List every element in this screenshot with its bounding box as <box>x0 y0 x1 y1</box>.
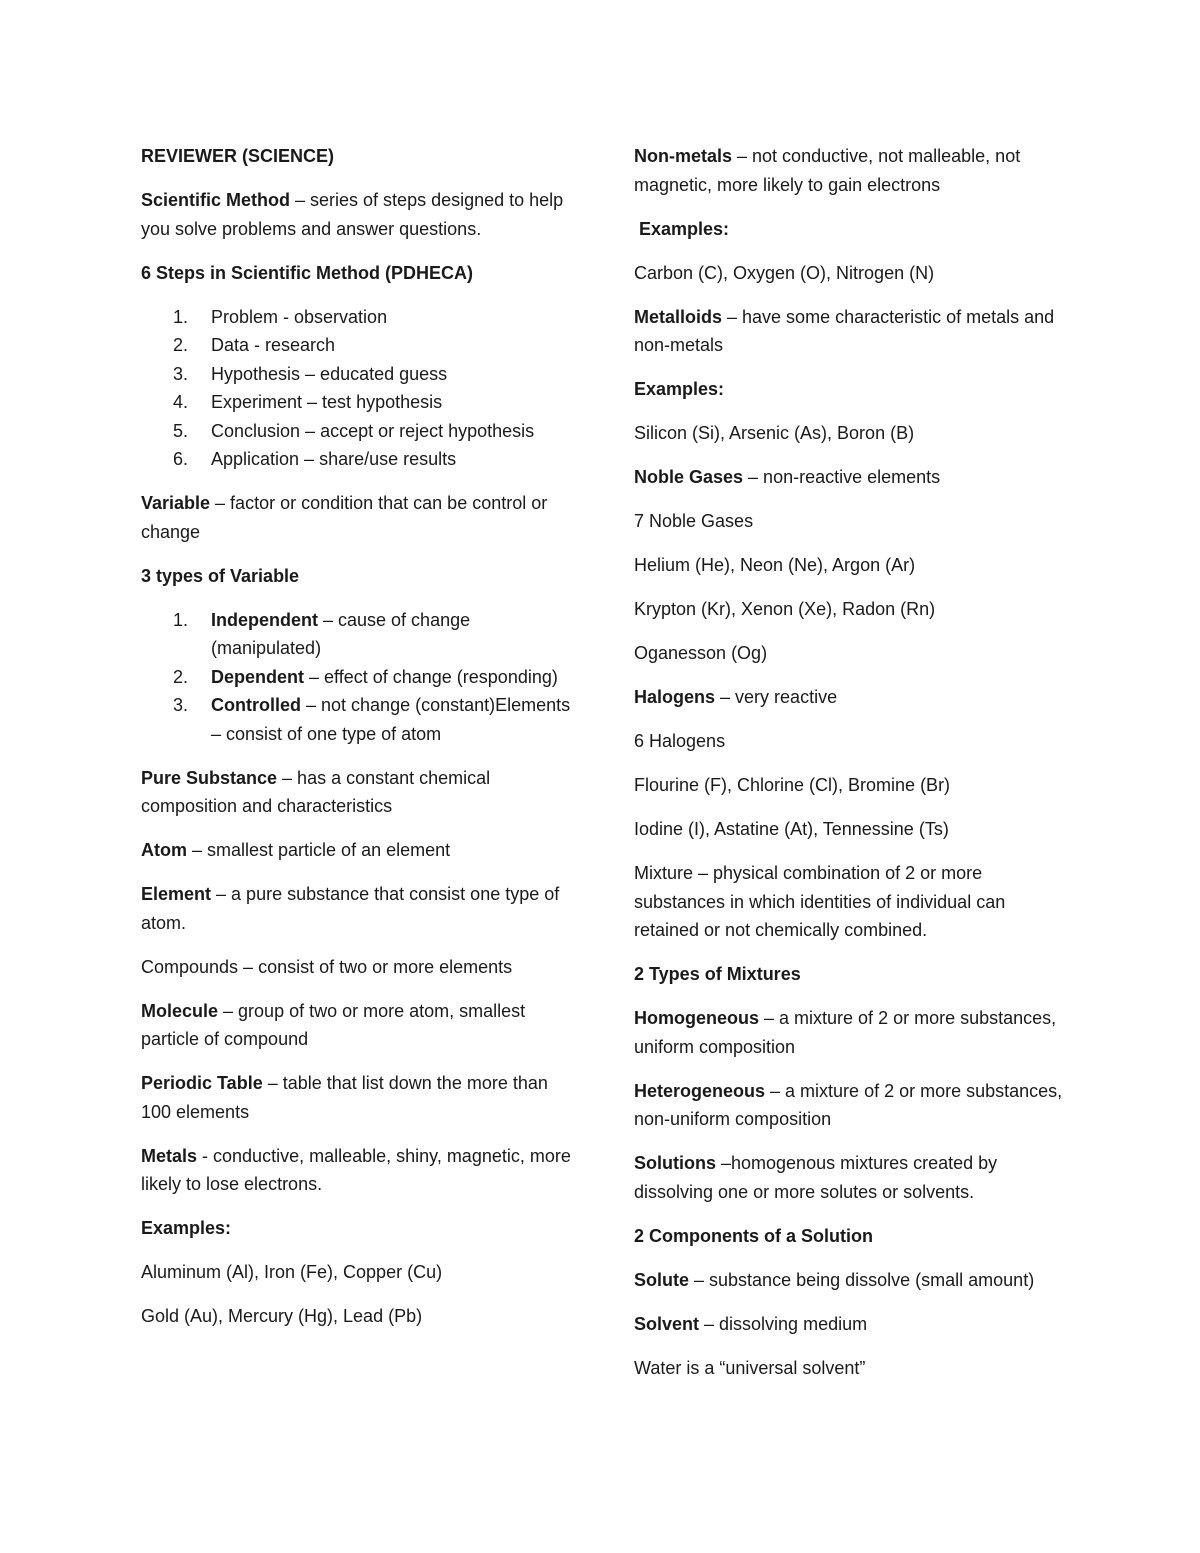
molecule-definition <box>141 997 581 1054</box>
solution-components-heading: 2 Components of a Solution <box>634 1225 873 1246</box>
term: Molecule <box>141 1000 219 1021</box>
definition: – very reactive <box>715 687 838 707</box>
metalloid-examples-heading: Examples: <box>634 379 725 399</box>
list-item: 2. Data - research <box>173 335 336 355</box>
halogens-line: Flourine (F), Chlorine (Cl), Bromine (Br) <box>634 775 951 795</box>
metal-examples-heading: Examples: <box>141 1218 232 1238</box>
term: Solvent <box>634 1313 700 1334</box>
noble-gases-line: Oganesson (Og) <box>634 643 768 663</box>
list-item: 6. Application – share/use results <box>173 449 457 469</box>
definition: – non-reactive elements <box>743 467 941 487</box>
right-column <box>634 142 1074 1398</box>
atom-definition <box>141 836 581 865</box>
noble-gases-line: Krypton (Kr), Xenon (Xe), Radon (Rn) <box>634 599 936 619</box>
definition: – group of two or more atom, smallest particle of compound <box>141 1000 526 1049</box>
list-item: 5. Conclusion – accept or reject hypothesis <box>173 420 535 441</box>
term: Non-metals <box>634 146 733 166</box>
list-item: 1. Problem - observation <box>173 306 388 327</box>
noble-gases-count: 7 Noble Gases <box>634 511 754 531</box>
definition: – table that list down the more than 100 elements <box>141 1073 548 1122</box>
nonmetal-examples-heading: Examples: <box>639 218 730 239</box>
metal-examples-line: Gold (Au), Mercury (Hg), Lead (Pb) <box>141 1306 423 1326</box>
term: Metalloids <box>634 306 723 327</box>
list-item: 4. Experiment – test hypothesis <box>173 392 443 412</box>
mixture-definition: Mixture – physical combination of 2 or more substances in which identities of individual can retained or not chemically combined. <box>634 863 1006 940</box>
term: Heterogeneous <box>634 1080 766 1101</box>
definition: – dissolving medium <box>699 1313 868 1334</box>
homogeneous-definition <box>634 1004 1074 1061</box>
variable-types-heading: 3 types of Variable <box>141 565 300 586</box>
term: Scientific Method <box>141 190 291 210</box>
list-item: 1. Independent – cause of change (manipulated) <box>173 609 471 658</box>
metalloid-examples: Silicon (Si), Arsenic (As), Boron (B) <box>634 423 915 443</box>
definition: – has a constant chemical composition and characteristics <box>141 767 491 816</box>
noble-gases-line: Helium (He), Neon (Ne), Argon (Ar) <box>634 555 916 575</box>
definition: - conductive, malleable, shiny, magnetic, more likely to lose electrons. <box>141 1145 571 1194</box>
definition: –homogenous mixtures created by dissolving one or more solutes or solvents. <box>634 1153 998 1202</box>
mixture-types-heading: 2 Types of Mixtures <box>634 964 801 984</box>
pure-substance-definition <box>141 764 581 821</box>
halogens-line: Iodine (I), Astatine (At), Tennessine (Ts) <box>634 819 949 839</box>
definition: – factor or condition that can be control or change <box>141 493 548 542</box>
definition: – a mixture of 2 or more substances, uniform composition <box>634 1008 1057 1057</box>
solvent-definition <box>634 1310 1074 1339</box>
term: Variable <box>141 493 211 513</box>
periodic-table-definition <box>141 1069 581 1126</box>
left-column <box>141 142 581 1346</box>
metal-examples-line: Aluminum (Al), Iron (Fe), Copper (Cu) <box>141 1262 443 1282</box>
term: Element <box>141 884 212 904</box>
list-item: 3. Controlled – not change (constant)Elements – consist of one type of atom <box>173 695 571 744</box>
term: Metals <box>141 1145 198 1166</box>
halogens-definition <box>634 683 1074 712</box>
definition: – have some characteristic of metals and non-metals <box>634 306 1055 355</box>
document-title: REVIEWER (SCIENCE) <box>141 146 335 166</box>
term: Pure Substance <box>141 767 278 788</box>
variable-types-list <box>141 606 581 749</box>
definition: – a pure substance that consist one type of atom. <box>141 884 560 933</box>
definition: – smallest particle of an element <box>187 840 451 860</box>
nonmetal-examples: Carbon (C), Oxygen (O), Nitrogen (N) <box>634 262 935 283</box>
definition: – not conductive, not malleable, not magnetic, more likely to gain electrons <box>634 146 1021 195</box>
noble-gases-definition <box>634 463 1074 492</box>
heterogeneous-definition <box>634 1077 1074 1134</box>
scientific-method-definition <box>141 186 581 243</box>
variable-definition <box>141 489 581 546</box>
term: Solute <box>634 1269 690 1290</box>
halogens-count: 6 Halogens <box>634 731 726 751</box>
term: Homogeneous <box>634 1008 760 1028</box>
list-item: 2. Dependent – effect of change (responding) <box>173 666 558 687</box>
water-note: Water is a “universal solvent” <box>634 1357 866 1378</box>
term: Atom <box>141 840 187 860</box>
metals-definition <box>141 1142 581 1199</box>
term: Periodic Table <box>141 1073 263 1093</box>
element-definition <box>141 880 581 937</box>
definition: – a mixture of 2 or more substances, non-uniform composition <box>634 1080 1063 1129</box>
definition: – series of steps designed to help you solve problems and answer questions. <box>141 190 564 239</box>
term: Halogens <box>634 687 716 707</box>
steps-list <box>141 303 581 474</box>
term: Noble Gases <box>634 467 744 487</box>
nonmetals-definition <box>634 142 1074 199</box>
metalloids-definition <box>634 303 1074 360</box>
solutions-definition <box>634 1149 1074 1206</box>
term: Solutions <box>634 1153 716 1173</box>
list-item: 3. Hypothesis – educated guess <box>173 363 448 384</box>
compounds-definition: Compounds – consist of two or more elements <box>141 956 513 977</box>
solute-definition <box>634 1266 1074 1295</box>
definition: – substance being dissolve (small amount) <box>689 1269 1035 1290</box>
steps-heading: 6 Steps in Scientific Method (PDHECA) <box>141 262 474 283</box>
